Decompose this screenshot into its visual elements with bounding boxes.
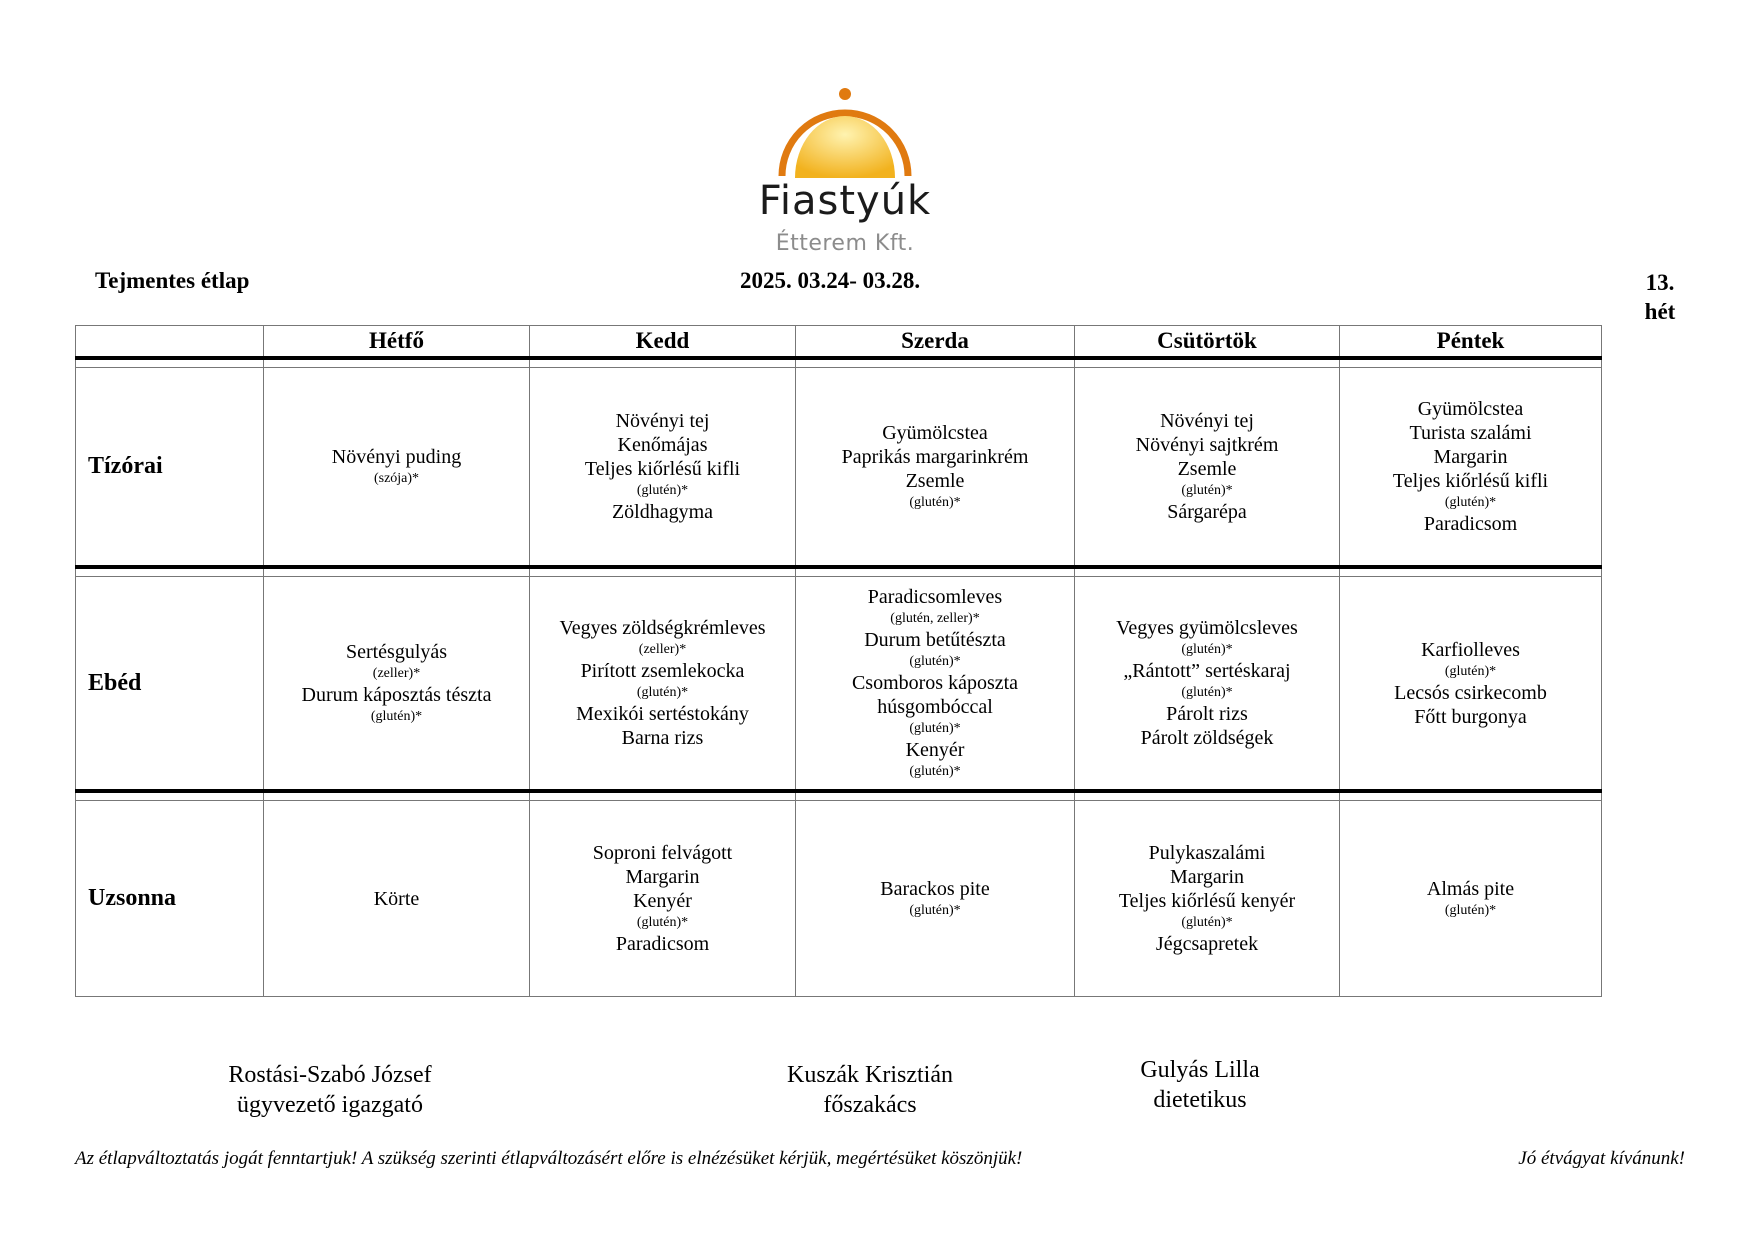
menu-cell (796, 577, 1075, 792)
menu-item: Paprikás margarinkrém (841, 446, 1029, 468)
allergen-note: (glutén)* (909, 764, 961, 779)
allergen-note: (glutén)* (909, 654, 961, 669)
menu-item: Növényi tej (1160, 410, 1254, 432)
menu-title: Tejmentes étlap (95, 268, 250, 293)
menu-item: Kenőmájas (617, 434, 708, 456)
menu-item: Csomboros káposzta (851, 672, 1019, 694)
menu-item: Durum káposztás tészta (301, 684, 492, 706)
allergen-note: (glutén)* (909, 495, 961, 510)
menu-item: Teljes kiőrlésű kifli (584, 458, 741, 480)
menu-item: Barna rizs (621, 727, 704, 749)
menu-item: Lecsós csirkecomb (1394, 681, 1547, 704)
menu-item: Barackos pite (880, 878, 990, 900)
allergen-note: (zeller)* (372, 666, 421, 681)
meal-row-uzsonna (76, 801, 1602, 997)
allergen-note: (szója)* (373, 471, 420, 486)
week-label: hét (1644, 299, 1676, 324)
menu-item: Paradicsomleves (867, 586, 1003, 608)
row-separator (76, 358, 1602, 368)
signature-role: dietetikus (1153, 1087, 1247, 1113)
menu-item: Pirított zsemlekocka (580, 660, 745, 682)
menu-item: Pulykaszalámi (1148, 842, 1266, 864)
signature-role: főszakács (823, 1092, 917, 1118)
menu-item: Kenyér (633, 890, 692, 912)
menu-item: Zsemle (905, 470, 965, 492)
menu-cell (1075, 801, 1340, 997)
menu-item: Soproni felvágott (592, 842, 733, 864)
menu-item: Vegyes gyümölcsleves (1116, 617, 1298, 639)
menu-item: Teljes kiőrlésű kenyér (1118, 890, 1296, 912)
footer-disclaimer: Az étlapváltoztatás jogát fenntartjuk! A szükség szerinti étlapváltozásért előre is elnézésüket kérjük, megértésüket köszönjük! (75, 1148, 1023, 1169)
menu-item: Margarin (625, 866, 700, 888)
menu-item: Párolt rizs (1166, 703, 1248, 725)
restaurant-logo (755, 86, 935, 261)
signature-block-dietitian (1060, 1055, 1340, 1115)
allergen-note: (glutén)* (636, 685, 689, 700)
menu-item: Kenyér (905, 739, 965, 761)
menu-cell (530, 577, 796, 792)
signature-block-chef (720, 1060, 1020, 1120)
signature-role: ügyvezető igazgató (237, 1092, 423, 1118)
menu-item: Karfiolleves (1421, 638, 1520, 661)
allergen-note: (glutén)* (636, 483, 689, 498)
meal-label: Ebéd (76, 577, 264, 792)
week-number: 13. (1645, 270, 1675, 295)
menu-cell (1075, 368, 1340, 568)
day-header: Péntek (1340, 326, 1602, 359)
menu-item: Paradicsom (1423, 513, 1518, 535)
meal-label: Tízórai (76, 368, 264, 568)
signature-name: Gulyás Lilla (1140, 1057, 1260, 1083)
menu-cell (1075, 577, 1340, 792)
menu-table (75, 325, 1602, 997)
menu-item: Turista szalámi (1409, 422, 1532, 444)
menu-item: Körte (373, 887, 420, 910)
allergen-note: (glutén)* (909, 721, 961, 736)
meal-label: Uzsonna (76, 801, 264, 997)
row-separator (76, 567, 1602, 577)
allergen-note: (glutén)* (1181, 685, 1233, 700)
menu-item: Növényi sajtkrém (1135, 434, 1279, 456)
date-range: 2025. 03.24- 03.28. (740, 268, 921, 293)
menu-cell (1340, 368, 1602, 568)
menu-item: Vegyes zöldségkrémleves (559, 617, 766, 639)
menu-item: Zöldhagyma (611, 501, 714, 523)
menu-cell (530, 801, 796, 997)
menu-item: Gyümölcstea (882, 422, 988, 444)
allergen-note: (zeller)* (638, 642, 687, 657)
menu-item: Sárgarépa (1167, 501, 1247, 523)
allergen-note: (glutén)* (1181, 915, 1233, 930)
day-header-row (76, 326, 1602, 359)
allergen-note: (glutén)* (1444, 903, 1497, 918)
week-indicator (1630, 268, 1690, 326)
menu-item: Zsemle (1177, 458, 1237, 480)
allergen-note: (glutén)* (1444, 663, 1497, 679)
menu-item: Növényi tej (615, 410, 710, 432)
menu-cell (796, 368, 1075, 568)
menu-item: Főtt burgonya (1414, 705, 1527, 728)
allergen-note: (glutén)* (1181, 642, 1233, 657)
menu-item: Gyümölcstea (1417, 398, 1524, 420)
meal-row-tizorai (76, 368, 1602, 568)
day-header: Szerda (796, 326, 1075, 359)
brand-name: Fiastyúk (758, 178, 932, 224)
menu-item: Jégcsapretek (1155, 933, 1259, 955)
meal-row-ebed (76, 577, 1602, 792)
footer-greeting: Jó étvágyat kívánunk! (1518, 1148, 1685, 1169)
menu-item: Növényi puding (331, 446, 462, 468)
menu-item: Mexikói sertéstokány (576, 703, 749, 725)
signature-name: Rostási-Szabó József (228, 1062, 432, 1088)
menu-cell (796, 801, 1075, 997)
cloche-icon (770, 86, 920, 181)
allergen-note: (glutén)* (1181, 483, 1233, 498)
menu-item: húsgombóccal (877, 696, 993, 718)
menu-item: Margarin (1169, 866, 1245, 888)
day-header: Csütörtök (1075, 326, 1340, 359)
allergen-note: (glutén, zeller)* (890, 611, 980, 626)
signature-name: Kuszák Krisztián (787, 1062, 953, 1088)
menu-cell (264, 801, 530, 997)
menu-item: Párolt zöldségek (1140, 727, 1274, 749)
menu-item: Sertésgulyás (345, 641, 448, 663)
allergen-note: (glutén)* (1444, 495, 1497, 510)
menu-item: „Rántott” sertéskaraj (1123, 660, 1291, 682)
day-header: Hétfő (264, 326, 530, 359)
menu-item: Teljes kiőrlésű kifli (1392, 470, 1549, 492)
day-header: Kedd (530, 326, 796, 359)
allergen-note: (glutén)* (909, 903, 961, 918)
menu-cell (1340, 801, 1602, 997)
menu-item: Paradicsom (615, 933, 710, 955)
row-separator (76, 791, 1602, 801)
menu-cell (264, 368, 530, 568)
brand-subtitle: Étterem Kft. (775, 231, 915, 256)
allergen-note: (glutén)* (370, 709, 423, 724)
menu-item: Durum betűtészta (864, 629, 1006, 651)
menu-cell (1340, 577, 1602, 792)
menu-item: Almás pite (1426, 878, 1515, 900)
corner-cell (76, 326, 264, 359)
allergen-note: (glutén)* (636, 915, 689, 930)
menu-cell (264, 577, 530, 792)
signature-block-director (180, 1060, 480, 1120)
menu-cell (530, 368, 796, 568)
menu-item: Margarin (1433, 446, 1508, 468)
